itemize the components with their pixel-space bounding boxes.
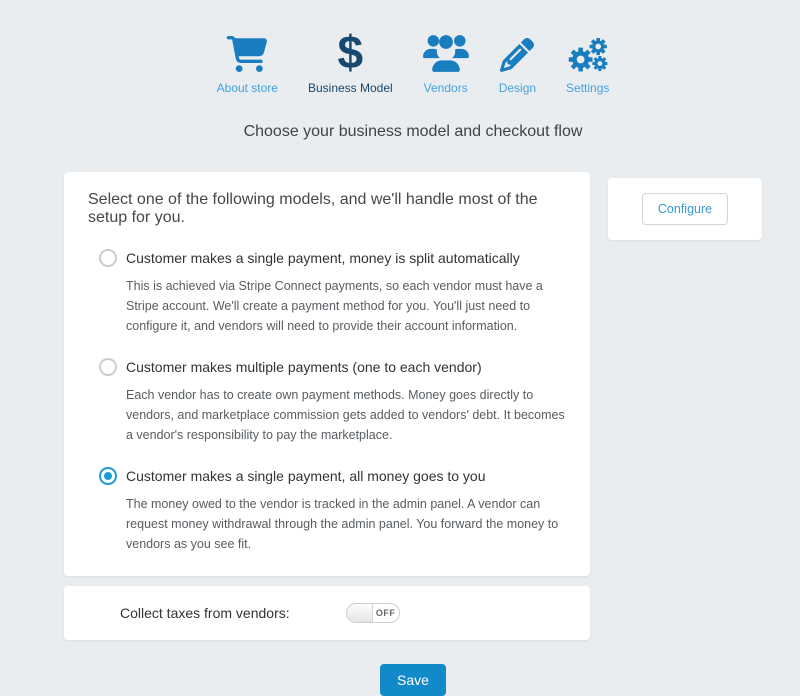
option-description: This is achieved via Stripe Connect payments, so each vendor must have a Stripe account. We'll create a payment method for you. You'll just need to configure it, and vendors will need to provide their account information.	[126, 279, 543, 333]
taxes-card	[64, 586, 590, 640]
business-models-card	[64, 172, 590, 576]
footer	[64, 664, 762, 696]
option-head[interactable]	[99, 358, 566, 376]
wizard-content	[64, 0, 762, 696]
option-head[interactable]	[99, 467, 566, 485]
toggle-state-label: OFF	[375, 608, 396, 618]
save-button[interactable]: Save	[380, 664, 446, 696]
option-label[interactable]: Customer makes multiple payments (one to each vendor)	[126, 359, 482, 375]
gears-icon	[568, 26, 608, 72]
step-label: Business Model	[307, 81, 393, 95]
step-label: Settings	[566, 81, 610, 95]
configure-card	[608, 178, 762, 240]
wizard-steps	[64, 26, 762, 95]
option-label[interactable]: Customer makes a single payment, all money goes to you	[126, 468, 486, 484]
users-icon	[423, 26, 469, 72]
taxes-label: Collect taxes from vendors:	[120, 605, 290, 621]
step-label: About store	[216, 81, 278, 95]
option-label[interactable]: Customer makes a single payment, money is split automatically	[126, 250, 520, 266]
step-about-store[interactable]	[217, 26, 278, 95]
models-heading: Select one of the following models, and we'll handle most of the setup for you.	[88, 191, 538, 226]
option-description: Each vendor has to create own payment methods. Money goes directly to vendors, and marketplace commission gets added to vendors' debt. It becomes a vendor's responsibility to pay the marketplace.	[126, 388, 565, 442]
step-vendors[interactable]	[423, 26, 469, 95]
toggle-knob[interactable]	[347, 604, 373, 622]
radio-button[interactable]	[99, 358, 117, 376]
configure-button[interactable]: Configure	[642, 193, 728, 225]
pencil-icon	[500, 26, 534, 72]
cart-icon	[226, 26, 268, 72]
step-settings[interactable]	[566, 26, 609, 95]
option-head[interactable]	[99, 249, 566, 267]
dollar-icon: $	[337, 26, 364, 78]
radio-button-selected[interactable]	[99, 467, 117, 485]
taxes-toggle[interactable]	[346, 603, 400, 623]
model-option-split-payment	[99, 249, 566, 336]
page-title: Choose your business model and checkout flow	[243, 123, 583, 140]
step-design[interactable]	[499, 26, 536, 95]
step-label: Vendors	[423, 81, 468, 95]
main-row	[64, 172, 762, 576]
option-description: The money owed to the vendor is tracked in the admin panel. A vendor can request money withdrawal through the admin panel. You forward the money to vendors as you see fit.	[126, 497, 559, 551]
step-business-model[interactable]	[308, 26, 393, 95]
model-option-multiple-payments	[99, 358, 566, 445]
step-label: Design	[498, 81, 537, 95]
radio-button[interactable]	[99, 249, 117, 267]
model-option-single-payment-to-you	[99, 467, 566, 554]
